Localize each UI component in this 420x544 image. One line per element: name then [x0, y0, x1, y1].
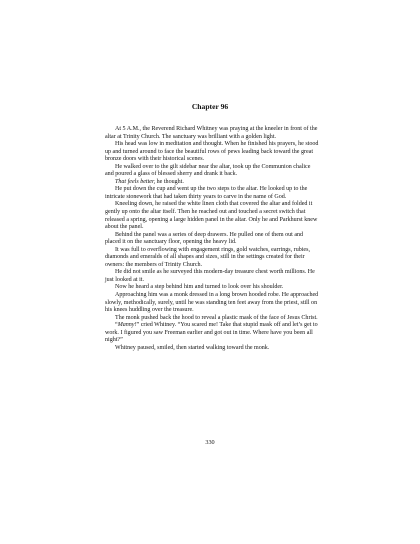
paragraph: Approaching him was a monk dressed in a long brown hooded robe. He approached slowly, methodically, surely, until he was standing ten feet away from the priest, still on his knees huddling over the treasure.	[105, 292, 319, 314]
italic-dialogue: Manny!	[117, 322, 137, 329]
page-number: 330	[205, 439, 215, 446]
chapter-title: Chapter 96	[191, 102, 229, 111]
chapter-body	[105, 126, 320, 352]
paragraph: His head was low in meditation and thought. When he finished his prayers, he stood up and turned around to face the beautiful rows of pews leading back toward the great bronze doors with their historical scenes.	[105, 141, 319, 163]
paragraph: He walked over to the gilt sidebar near the altar, took up the Communion chalice and poured a glass of blessed sherry and drank it back.	[105, 163, 311, 178]
paragraph: He put down the cup and went up the two steps to the altar. He looked up to the intricate stonework that had taken thirty years to carve in the name of God.	[105, 186, 308, 200]
paragraph-text: he thought.	[155, 178, 184, 185]
paragraph: Kneeling down, he raised the white linen cloth that covered the altar and folded it gently up onto the altar itself. Then he reached out and touched a secret switch that released a spring, opening a large hidden panel in the altar. Only he and Parkhurst knew about the panel.	[105, 201, 318, 231]
paragraph: Behind the panel was a series of deep drawers. He pulled one of them out and placed it on the sanctuary floor, opening the heavy lid.	[105, 231, 304, 246]
paragraph: Whitney paused, smiled, then started walking toward the monk.	[115, 344, 270, 351]
paragraph-text: ” cried Whitney. “You scared me! Take that stupid mask off and let’s get to work. I figured you saw Freeman earlier and got out in time. Where have you been all night?”	[105, 322, 318, 344]
paragraph	[105, 322, 320, 345]
italic-thought: That feels better,	[115, 178, 156, 185]
paragraph: It was full to overflowing with engagement rings, gold watches, earrings, rubies, diamonds and emeralds of all shapes and sizes, still in the settings created for their owners: the members of Trinity Church.	[105, 246, 310, 268]
paragraph: He did not smile as he surveyed this modern-day treasure chest worth millions. He just looked at it.	[105, 269, 315, 283]
paragraph: The monk pushed back the hood to reveal a plastic mask of the face of Jesus Christ.	[115, 314, 318, 321]
paragraph: Now he heard a step behind him and turned to look over his shoulder.	[115, 284, 284, 291]
paragraph	[105, 179, 320, 187]
paragraph: At 5 A.M., the Reverend Richard Whitney was praying at the kneeler in front of the altar at Trinity Church. The sanctuary was brilliant with a golden light.	[105, 126, 318, 140]
open-quote: “	[115, 322, 118, 329]
